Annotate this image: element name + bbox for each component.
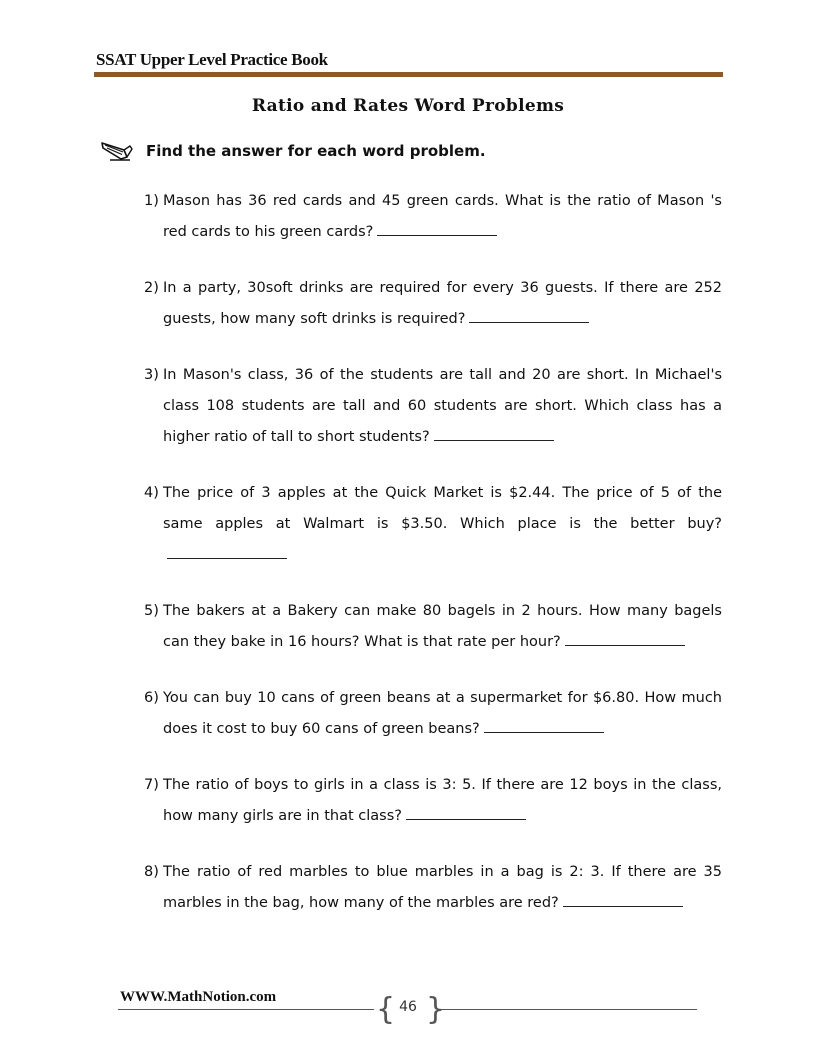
instructions-text: Find the answer for each word problem. xyxy=(146,142,486,160)
problem-list xyxy=(144,186,722,944)
problem-number: 5) xyxy=(144,603,159,619)
answer-blank[interactable] xyxy=(377,221,497,236)
problem-text: You can buy 10 cans of green beans at a supermarket for $6.80. How much does it cost to buy 60 cans of green beans? xyxy=(163,690,722,737)
header-rule xyxy=(94,72,723,77)
problem-text: The ratio of boys to girls in a class is 3: 5. If there are 12 boys in the class, how many girls are in that class? xyxy=(163,777,722,824)
problem-text: The price of 3 apples at the Quick Market is $2.44. The price of 5 of the same apples at Walmart is $3.50. Which place is the better buy? xyxy=(163,485,722,532)
answer-blank[interactable] xyxy=(167,544,287,559)
answer-blank[interactable] xyxy=(484,718,604,733)
problem-text: The ratio of red marbles to blue marbles in a bag is 2: 3. If there are 35 marbles in the bag, how many of the marbles are red? xyxy=(163,864,722,911)
problem-number: 1) xyxy=(144,193,159,209)
problem-8 xyxy=(144,857,722,919)
problem-number: 6) xyxy=(144,690,159,706)
answer-blank[interactable] xyxy=(563,892,683,907)
answer-blank[interactable] xyxy=(565,631,685,646)
pencil-icon xyxy=(100,140,134,162)
problem-3 xyxy=(144,360,722,453)
problem-7 xyxy=(144,770,722,832)
problem-1 xyxy=(144,186,722,248)
answer-blank[interactable] xyxy=(469,308,589,323)
problem-6 xyxy=(144,683,722,745)
answer-blank[interactable] xyxy=(406,805,526,820)
page-bracket-left: { xyxy=(376,992,396,1027)
problem-2 xyxy=(144,273,722,335)
problem-number: 7) xyxy=(144,777,159,793)
footer-rule-right xyxy=(440,1009,697,1010)
answer-blank[interactable] xyxy=(434,426,554,441)
header-title: SSAT Upper Level Practice Book xyxy=(96,50,328,69)
page-bracket-right: } xyxy=(426,992,446,1027)
problem-text: The bakers at a Bakery can make 80 bagels in 2 hours. How many bagels can they bake in 16 hours? What is that rate per hour? xyxy=(163,603,722,650)
problem-text: In a party, 30soft drinks are required for every 36 guests. If there are 252 guests, how many soft drinks is required? xyxy=(163,280,722,327)
problem-number: 2) xyxy=(144,280,159,296)
problem-5 xyxy=(144,596,722,658)
footer-website: WWW.MathNotion.com xyxy=(120,989,277,1005)
problem-number: 3) xyxy=(144,367,159,383)
instructions xyxy=(100,140,486,162)
problem-4 xyxy=(144,478,722,571)
problem-text: In Mason's class, 36 of the students are tall and 20 are short. In Michael's class 108 students are tall and 60 students are short. Which class has a higher ratio of tall to short students? xyxy=(163,367,722,445)
section-title: Ratio and Rates Word Problems xyxy=(251,96,565,116)
problem-text: Mason has 36 red cards and 45 green cards. What is the ratio of Mason 's red cards to his green cards? xyxy=(163,193,722,240)
page-number: 46 xyxy=(399,999,417,1015)
footer-rule-left xyxy=(118,1009,374,1010)
problem-number: 4) xyxy=(144,485,159,501)
problem-number: 8) xyxy=(144,864,159,880)
